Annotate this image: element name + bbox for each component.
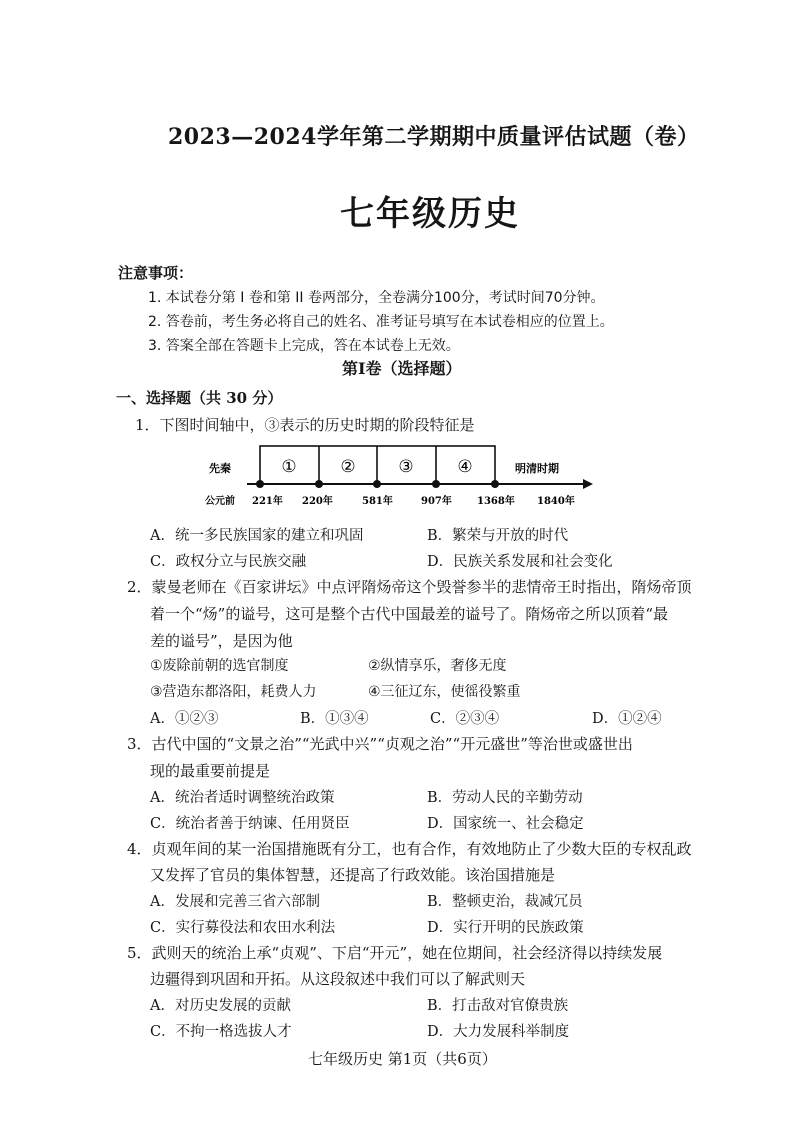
question-1-stem: 1．下图时间轴中，③表示的历史时期的阶段特征是 [135,416,475,434]
timeline-right-label: 明清时期 [515,462,559,475]
timeline-date: 1840年 [537,496,575,507]
question-5-stem: 5．武则天的统治上承“贞观”、下启“开元”，她在位期间，社会经济得以持续发展 [127,944,663,962]
question-4-option-c: C．实行募役法和农田水利法 [150,920,336,936]
question-5-option-c: C．不拘一格选拔人才 [150,1024,292,1040]
timeline-box-label: ④ [457,457,473,477]
question-4-option-a: A．发展和完善三省六部制 [150,894,320,910]
question-2-option-c: C．②③④ [430,711,500,727]
question-2-stem: 差的谥号”，是因为他 [150,632,293,650]
question-3-option-d: D．国家统一、社会稳定 [427,816,584,832]
question-3-option-a: A．统治者适时调整统治政策 [150,790,335,806]
timeline-date: 220年 [302,496,333,507]
timeline-box-label: ③ [398,457,414,477]
question-4-option-d: D．实行开明的民族政策 [427,920,584,936]
question-2-item: ②纵情享乐，奢侈无度 [368,658,507,674]
question-4-option-b: B．整顿吏治，裁减冗员 [427,894,583,910]
timeline-date: 907年 [421,496,452,507]
timeline-point [373,480,381,488]
question-5-option-d: D．大力发展科举制度 [427,1024,570,1040]
question-3-stem: 3．古代中国的“文景之治”“光武中兴”“贞观之治”“开元盛世”等治世或盛世出 [127,735,633,753]
timeline-left-label: 先秦 [209,462,231,475]
question-2-stem: 2．蒙曼老师在《百家讲坛》中点评隋炀帝这个毁誉参半的悲情帝王时指出，隋炀帝顶 [127,578,692,596]
question-1-option-d: D．民族关系发展和社会变化 [427,554,613,570]
question-4-stem: 又发挥了官员的集体智慧，还提高了行政效能。该治国措施是 [150,866,556,884]
question-2-item: ①废除前朝的选官制度 [150,658,289,674]
note-item: 3. 答案全部在答题卡上完成，答在本试卷上无效。 [148,338,460,354]
timeline-point [315,480,323,488]
question-2-item: ④三征辽东，使徭役繁重 [368,684,521,700]
timeline-date: 1368年 [477,496,515,507]
question-2-item: ③营造东都洛阳，耗费人力 [150,684,317,700]
timeline-date: 581年 [362,496,393,507]
note-item: 2. 答卷前，考生务必将自己的姓名、准考证号填写在本试卷相应的位置上。 [148,314,614,330]
question-2-option-a: A．①②③ [150,711,219,727]
question-2-stem: 着一个“炀”的谥号，这可是整个古代中国最差的谥号了。隋炀帝之所以顶着“最 [150,605,669,623]
question-3-option-b: B．劳动人民的辛勤劳动 [427,790,583,806]
note-item: 1. 本试卷分第 I 卷和第 II 卷两部分，全卷满分100分，考试时间70分钟。 [148,290,605,306]
question-5-option-a: A．对历史发展的贡献 [150,998,291,1014]
timeline-point [491,480,499,488]
question-2-option-d: D．①②④ [592,711,662,727]
part-heading: 一、选择题（共 30 分） [116,389,283,407]
question-3-stem: 现的最重要前提是 [150,762,271,780]
question-5-option-b: B．打击敌对官僚贵族 [427,998,569,1014]
timeline-point [256,480,264,488]
question-1-option-a: A．统一多民族国家的建立和巩固 [150,528,364,544]
timeline-diagram [205,438,595,514]
notes-heading: 注意事项： [118,264,194,282]
timeline-box-label: ② [340,457,356,477]
timeline-date: 公元前 [205,496,235,507]
question-3-option-c: C．统治者善于纳谏、任用贤臣 [150,816,350,832]
section-title: 第Ⅰ卷（选择题） [342,359,462,378]
exam-title: 2023—2024学年第二学期期中质量评估试题（卷） [168,124,700,150]
timeline-point [432,480,440,488]
timeline-box-label: ① [281,457,297,477]
question-1-option-c: C．政权分立与民族交融 [150,554,307,570]
question-5-stem: 边疆得到巩固和开拓。从这段叙述中我们可以了解武则天 [150,970,526,988]
subject-title: 七年级历史 [340,194,520,234]
timeline-date: 221年 [252,496,283,507]
page-footer: 七年级历史 第1页（共6页） [308,1050,497,1068]
question-4-stem: 4．贞观年间的某一治国措施既有分工，也有合作，有效地防止了少数大臣的专权乱政 [127,840,692,858]
question-1-option-b: B．繁荣与开放的时代 [427,528,569,544]
question-2-option-b: B．①③④ [300,711,369,727]
